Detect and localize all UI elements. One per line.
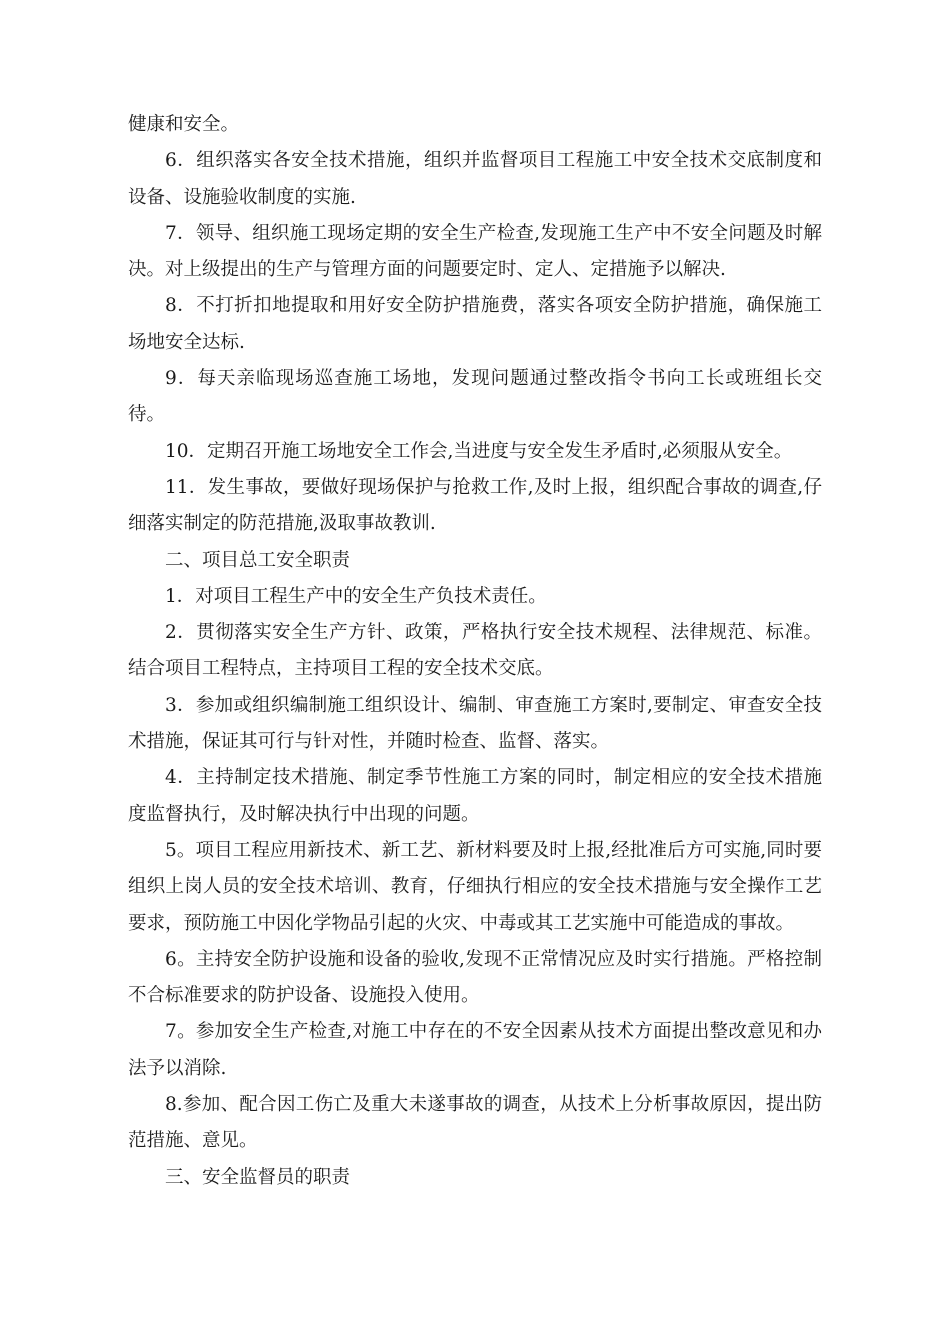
paragraph-section2-item-7: 7。参加安全生产检查,对施工中存在的不安全因素从技术方面提出整改意见和办法予以消除.: [128, 1021, 822, 1079]
paragraph-section2-item-1: 1．对项目工程生产中的安全生产负技术责任。: [165, 585, 547, 607]
document-page: [128, 107, 822, 1196]
paragraph-section2-item-2: 2．贯彻落实安全生产方针、政策，严格执行安全技术规程、法律规范、标准。结合项目工程特点，主持项目工程的安全技术交底。: [128, 622, 822, 680]
paragraph-item-7: 7．领导、组织施工现场定期的安全生产检查,发现施工生产中不安全问题及时解决。对上级提出的生产与管理方面的问题要定时、定人、定措施予以解决.: [128, 222, 822, 281]
paragraph-item-9: 9．每天亲临现场巡查施工场地，发现问题通过整改指令书向工长或班组长交待。: [128, 368, 822, 426]
paragraph-item-10: 10．定期召开施工场地安全工作会,当进度与安全发生矛盾时,必须服从安全。: [165, 440, 793, 462]
paragraph-section2-item-3: 3．参加或组织编制施工组织设计、编制、审查施工方案时,要制定、审查安全技术措施，保证其可行与针对性，并随时检查、监督、落实。: [128, 694, 822, 753]
section-heading-3: 三、安全监督员的职责: [165, 1166, 351, 1188]
paragraph-section2-item-5: 5。项目工程应用新技术、新工艺、新材料要及时上报,经批准后方可实施,同时要组织上岗人员的安全技术培训、教育，仔细执行相应的安全技术措施与安全操作工艺要求，预防施工中因化学物品引起的火灾、中毒或其工艺实施中可能造成的事故。: [128, 839, 822, 934]
paragraph-item-6: 6．组织落实各安全技术措施，组织并监督项目工程施工中安全技术交底制度和设备、设施验收制度的实施.: [128, 150, 822, 208]
paragraph-item-8: 8．不打折扣地提取和用好安全防护措施费，落实各项安全防护措施，确保施工场地安全达标.: [128, 295, 822, 353]
paragraph-section2-item-6: 6。主持安全防护设施和设备的验收,发现不正常情况应及时实行措施。严格控制不合标准要求的防护设备、设施投入使用。: [128, 948, 822, 1007]
section-heading-2: 二、项目总工安全职责: [165, 549, 351, 571]
paragraph-item-11: 11．发生事故，要做好现场保护与抢救工作,及时上报，组织配合事故的调查,仔细落实制定的防范措施,汲取事故教训.: [128, 476, 822, 535]
paragraph-section2-item-8: 8.参加、配合因工伤亡及重大未遂事故的调查，从技术上分析事故原因，提出防范措施、意见。: [128, 1094, 822, 1152]
paragraph-section2-item-4: 4．主持制定技术措施、制定季节性施工方案的同时，制定相应的安全技术措施度监督执行，及时解决执行中出现的问题。: [128, 767, 822, 825]
paragraph-continuation: 健康和安全。: [128, 114, 240, 135]
